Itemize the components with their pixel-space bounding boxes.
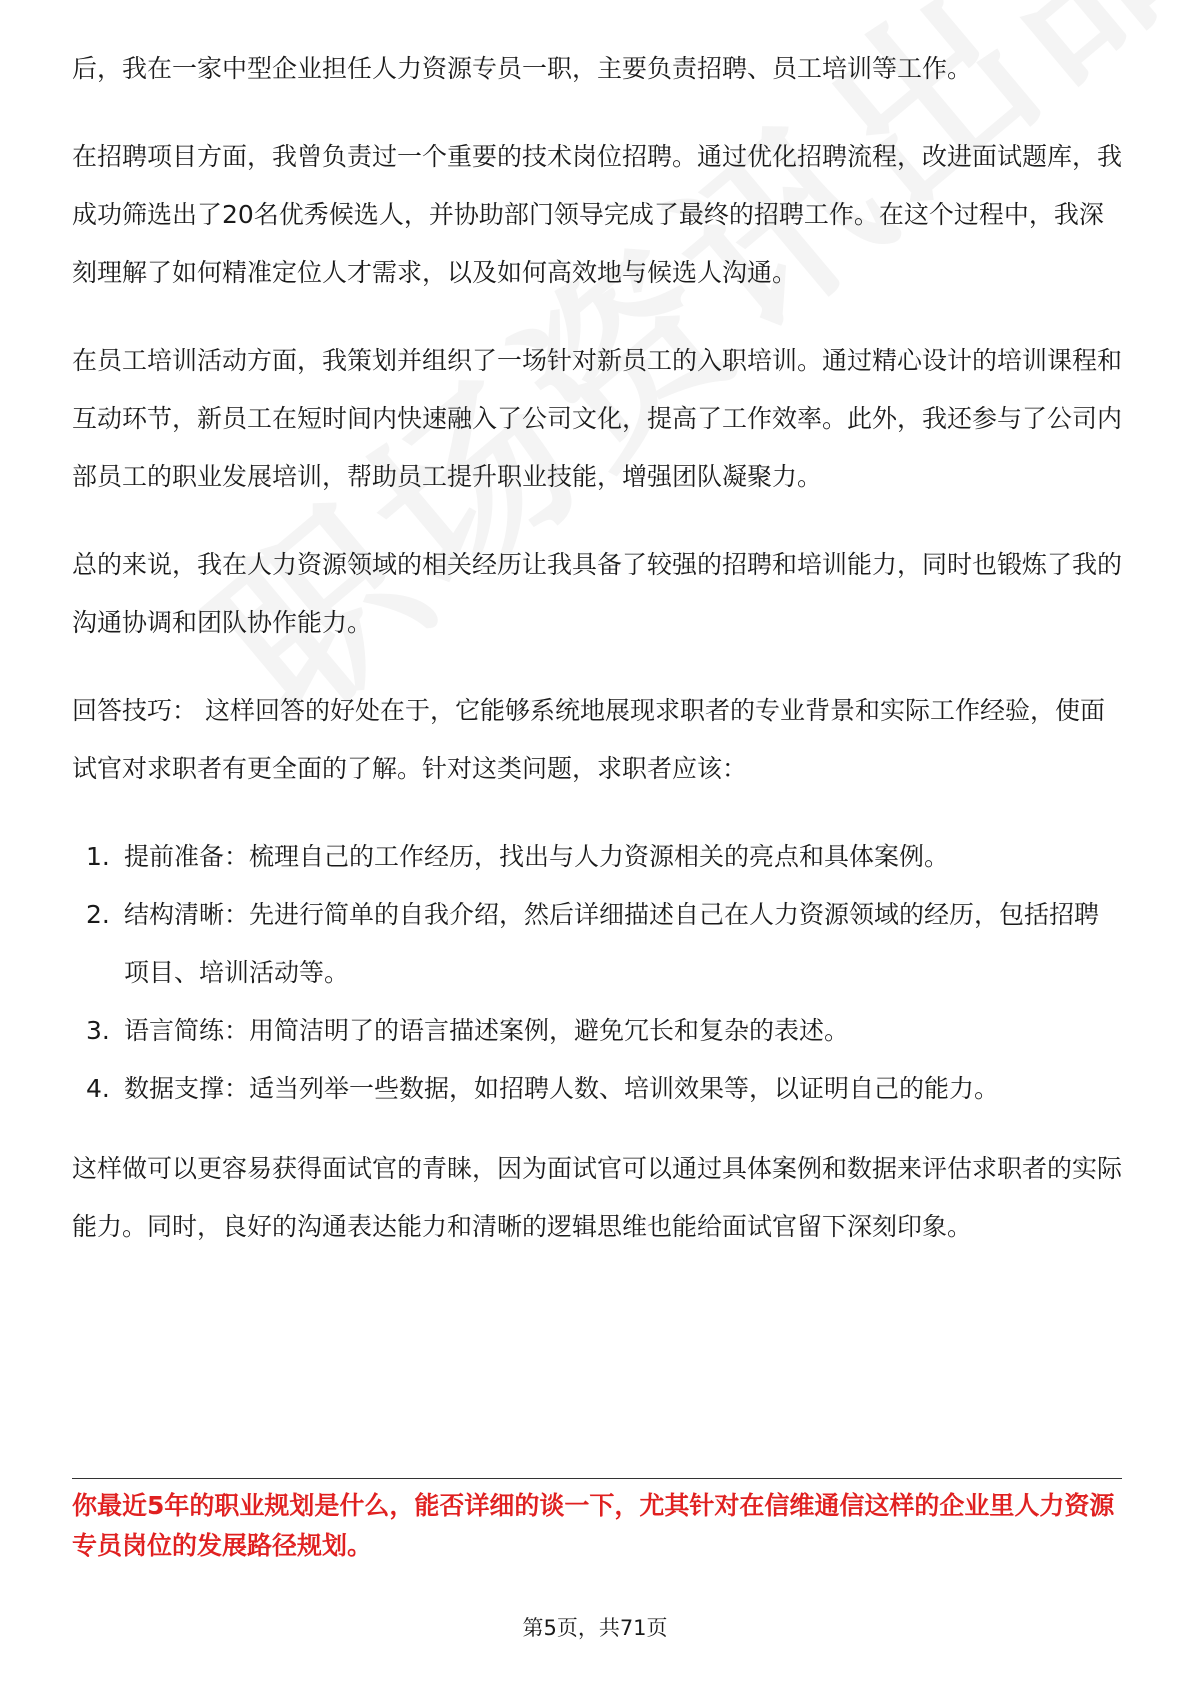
- list-item-number: 3.: [86, 1016, 110, 1045]
- tips-list: [72, 828, 1122, 1118]
- list-item-number: 1.: [86, 842, 110, 871]
- next-question: 你最近5年的职业规划是什么，能否详细的谈一下，尤其针对在信维通信这样的企业里人力资源专员岗位的发展路径规划。: [72, 1491, 1115, 1560]
- paragraph-answer-tips: 回答技巧： 这样回答的好处在于，它能够系统地展现求职者的专业背景和实际工作经验，使面试官对求职者有更全面的了解。针对这类问题，求职者应该：: [72, 696, 1105, 783]
- paragraph-training: 在员工培训活动方面，我策划并组织了一场针对新员工的入职培训。通过精心设计的培训课程和互动环节，新员工在短时间内快速融入了公司文化，提高了工作效率。此外，我还参与了公司内部员工的职业发展培训，帮助员工提升职业技能，增强团队凝聚力。: [72, 346, 1123, 491]
- list-item: [72, 828, 1122, 886]
- paragraph-intro: 后，我在一家中型企业担任人力资源专员一职，主要负责招聘、员工培训等工作。: [72, 54, 973, 83]
- paragraph-summary: 总的来说，我在人力资源领域的相关经历让我具备了较强的招聘和培训能力，同时也锻炼了我的沟通协调和团队协作能力。: [72, 550, 1123, 637]
- document-body: [72, 40, 1122, 1286]
- list-item-number: 2.: [86, 900, 110, 929]
- paragraph-closing: 这样做可以更容易获得面试官的青睐，因为面试官可以通过具体案例和数据来评估求职者的实际能力。同时，良好的沟通表达能力和清晰的逻辑思维也能给面试官留下深刻印象。: [72, 1154, 1123, 1241]
- list-item: [72, 1002, 1122, 1060]
- section-divider: [72, 1478, 1122, 1479]
- list-item-text: 语言简练：用简洁明了的语言描述案例，避免冗长和复杂的表述。: [124, 1016, 850, 1045]
- list-item-text: 数据支撑：适当列举一些数据，如招聘人数、培训效果等，以证明自己的能力。: [124, 1074, 1000, 1103]
- list-item: [72, 1060, 1122, 1118]
- list-item-text: 结构清晰：先进行简单的自我介绍，然后详细描述自己在人力资源领域的经历，包括招聘项目、培训活动等。: [124, 900, 1100, 987]
- page-number: 第5页，共71页: [522, 1616, 668, 1640]
- list-item-number: 4.: [86, 1074, 110, 1103]
- list-item-text: 提前准备：梳理自己的工作经历，找出与人力资源相关的亮点和具体案例。: [124, 842, 950, 871]
- list-item: [72, 886, 1122, 1002]
- paragraph-recruitment: 在招聘项目方面，我曾负责过一个重要的技术岗位招聘。通过优化招聘流程，改进面试题库，我成功筛选出了20名优秀候选人，并协助部门领导完成了最终的招聘工作。在这个过程中，我深刻理解了如何精准定位人才需求，以及如何高效地与候选人沟通。: [72, 142, 1123, 287]
